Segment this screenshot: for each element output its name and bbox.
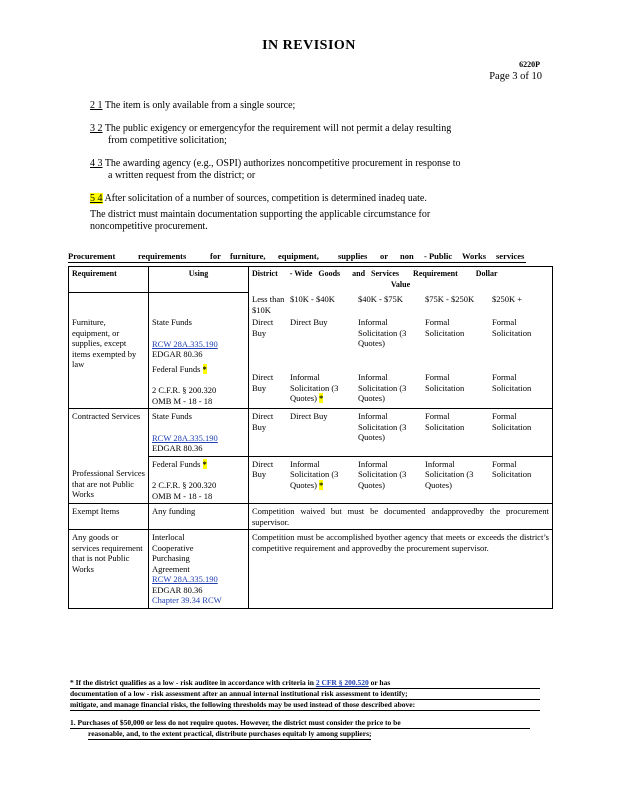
header-threshold xyxy=(249,267,553,293)
heading-word: or xyxy=(380,251,389,261)
procurement-table xyxy=(68,266,553,609)
exempt-using: Any funding xyxy=(149,504,249,530)
district-note-continuation: noncompetitive procurement. xyxy=(90,221,208,232)
list-item-continuation: a written request from the district; or xyxy=(108,170,256,181)
furniture-requirement: Furniture, equipment, or supplies, except items exempted by law xyxy=(69,317,149,409)
furniture-thresholds: Direct Buy Direct Buy Informal Solicitation (3 Quotes) Formal Solicitation Formal Solicitation Direct Buy Informal Solicitation (3 Quotes) * Informal Solicitation (3 Quotes) Formal Solicitation Formal Solicitation xyxy=(249,317,553,409)
list-item-number: 2 1 xyxy=(90,100,103,111)
rcw-link[interactable]: RCW 28A.335.190 xyxy=(152,432,218,443)
note-text: reasonable, and, to the extent practical, distribute purchases equitab ly among suppliers; xyxy=(88,729,372,738)
professional-using: Federal Funds * 2 C.F.R. § 200.320 OMB M - 18 - 18 xyxy=(149,456,249,504)
contracted-requirement: Contracted Services xyxy=(69,409,149,457)
heading-word: - Public xyxy=(424,251,453,261)
list-item-continuation: from competitive solicitation; xyxy=(108,135,227,146)
header-requirement: Requirement xyxy=(69,267,149,293)
cfr-link[interactable]: 2 CFR § 200.520 xyxy=(315,678,369,687)
any-goods-using: Interlocal Cooperative Purchasing Agreement RCW 28A.335.190 EDGAR 80.36 Chapter 39.34 RCW xyxy=(149,530,249,609)
list-item-number: 4 3 xyxy=(90,158,103,169)
footnote-text: or has xyxy=(370,678,391,687)
heading-word: equipment, xyxy=(278,251,319,261)
heading-word: supplies xyxy=(338,251,368,261)
range-cell: $250K + xyxy=(492,294,523,304)
threshold-header-value: Value xyxy=(390,279,411,289)
header-using: Using xyxy=(149,267,249,293)
any-goods-requirement: Any goods or services requirement that is not Public Works xyxy=(69,530,149,609)
list-item xyxy=(90,123,540,147)
any-goods-description: Competition must be accomplished byother agency that meets or exceeds the district’s competitive requirement and approvedby the procurement supervisor. xyxy=(249,530,553,609)
professional-thresholds: Direct Buy Informal Solicitation (3 Quotes) * Informal Solicitation (3 Quotes) Informal Solicitation (3 Quotes) Formal Solicitation xyxy=(249,456,553,504)
heading-word: Works xyxy=(462,251,487,261)
range-cell: Less than $10K xyxy=(252,294,285,315)
range-cell: $40K - $75K xyxy=(358,294,403,304)
rcw-link[interactable]: RCW 28A.335.190 xyxy=(152,574,218,584)
page-title: IN REVISION xyxy=(262,38,356,53)
district-note: The district must maintain documentation supporting the applicable circumstance for xyxy=(90,209,431,220)
heading-word: furniture, xyxy=(230,251,266,261)
note-text: 1. Purchases of $50,000 or less do not require quotes. However, the district must consider the price to be xyxy=(70,718,530,729)
table-heading xyxy=(68,251,526,263)
chapter-link[interactable]: Chapter 39.34 RCW xyxy=(152,595,222,605)
threshold-header-text: District - Wide Goods and Services Requirement Dollar xyxy=(252,269,498,278)
footnote-text: documentation of a low - risk assessment after an annual internal institutional risk assessment to identify; xyxy=(70,689,540,700)
list-item xyxy=(90,158,540,182)
list-item-text: The awarding agency (e.g., OSPI) authorizes noncompetitive procurement in response to xyxy=(104,158,461,169)
list-item-number: 3 2 xyxy=(90,123,103,134)
contracted-thresholds: Direct Buy Direct Buy Informal Solicitation (3 Quotes) Formal Solicitation Formal Solicitation xyxy=(249,409,553,457)
range-cell: $75K - $250K xyxy=(425,294,475,304)
asterisk-marker: * xyxy=(202,363,207,374)
range-cell: $10K - $40K xyxy=(290,294,335,304)
threshold-ranges xyxy=(252,294,549,315)
professional-requirement: Professional Services that are not Public Works xyxy=(69,456,149,504)
threshold-note xyxy=(70,718,530,740)
list-item-text: The public exigency or emergencyfor the requirement will not permit a delay resulting xyxy=(104,123,452,134)
page-number: Page 3 of 10 xyxy=(489,71,542,82)
document-code: 6220P xyxy=(519,60,540,69)
furniture-using: State Funds RCW 28A.335.190 EDGAR 80.36 Federal Funds * 2 C.F.R. § 200.320 OMB M - 18 - 18 xyxy=(149,317,249,409)
heading-word: Procurement xyxy=(68,251,116,261)
list-item-text: After solicitation of a number of sources, competition is determined inadeq uate. xyxy=(104,193,427,204)
heading-word: services xyxy=(496,251,525,261)
footnote-text: mitigate, and manage financial risks, the following thresholds may be used instead of those described above: xyxy=(70,700,540,711)
footnote xyxy=(70,678,540,711)
contracted-using: State Funds RCW 28A.335.190 EDGAR 80.36 xyxy=(149,409,249,457)
justification-list xyxy=(90,100,540,233)
list-item-number: 5 4 xyxy=(90,193,103,204)
asterisk-marker: * xyxy=(202,458,207,469)
heading-word: for xyxy=(210,251,221,261)
exempt-description: Competition waived but must be documented andapprovedby the procurement supervisor. xyxy=(249,504,553,530)
list-item xyxy=(90,100,540,112)
heading-word: non xyxy=(400,251,414,261)
rcw-link[interactable]: RCW 28A.335.190 xyxy=(152,338,218,349)
exempt-requirement: Exempt Items xyxy=(69,504,149,530)
list-item-text: The item is only available from a single source; xyxy=(104,100,296,111)
footnote-text: * If the district qualifies as a low - risk auditee in accordance with criteria in xyxy=(70,678,314,687)
list-item xyxy=(90,193,540,205)
heading-word: requirements xyxy=(138,251,187,261)
